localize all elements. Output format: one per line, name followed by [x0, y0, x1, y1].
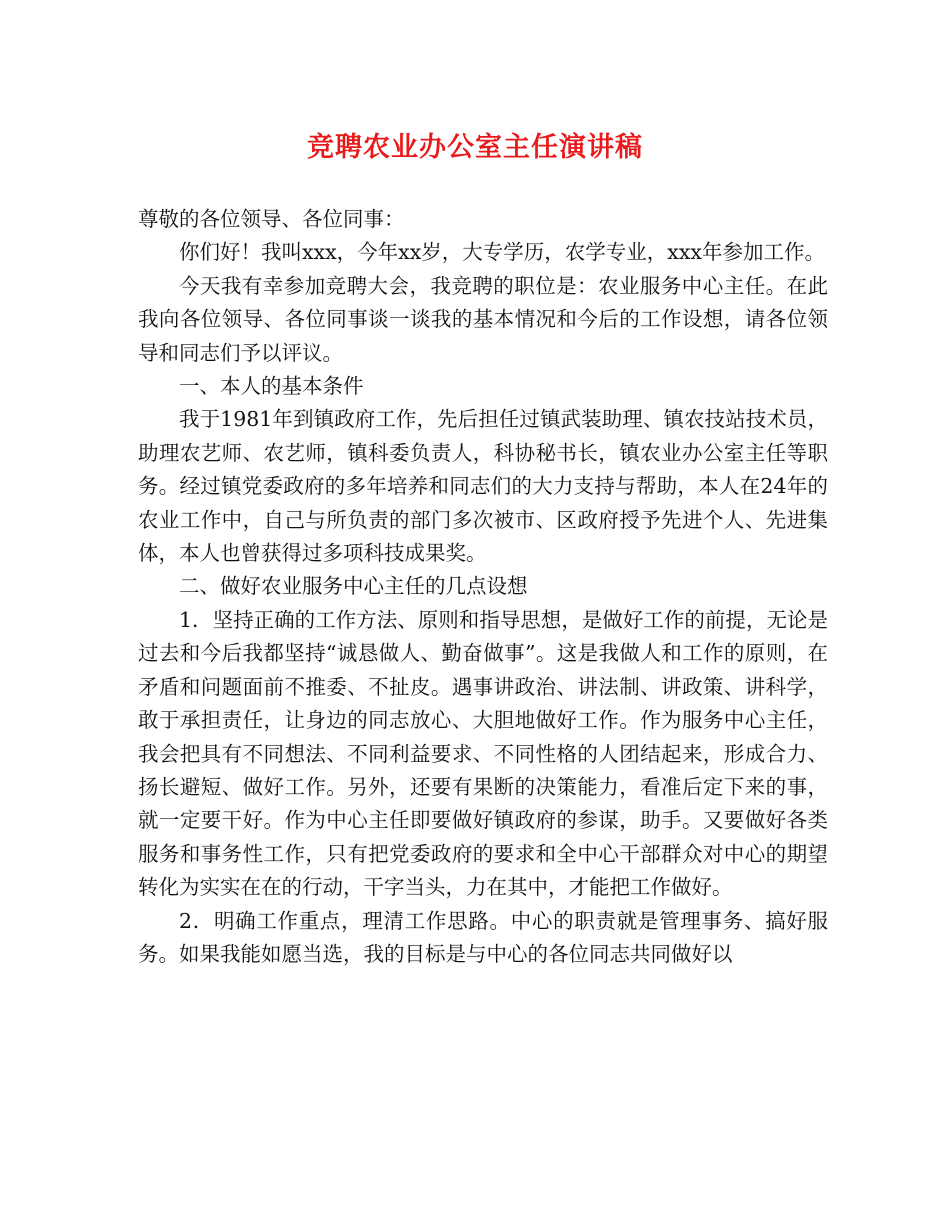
paragraph-plan-1: 1．坚持正确的工作方法、原则和指导思想，是做好工作的前提，无论是过去和今后我都坚持“诚恳做人、勤奋做事”。这是我做人和工作的原则，在矛盾和问题面前不推委、不扯皮。遇事讲政治、讲法制、讲政策、讲科学，敢于承担责任，让身边的同志放心、大胆地做好工作。作为服务中心主任，我会把具有不同想法、不同利益要求、不同性格的人团结起来，形成合力、扬长避短、做好工作。另外，还要有果断的决策能力，看准后定下来的事，就一定要干好。作为中心主任即要做好镇政府的参谋，助手。又要做好各类服务和事务性工作，只有把党委政府的要求和全中心干部群众对中心的期望转化为实实在在的行动，干字当头，力在其中，才能把工作做好。	[138, 607, 828, 900]
paragraph-greeting: 你们好！我叫xxx，今年xx岁，大专学历，农学专业，xxx年参加工作。	[179, 240, 825, 265]
section-heading-plans: 二、做好农业服务中心主任的几点设想	[179, 574, 528, 599]
section-heading-basic-conditions: 一、本人的基本条件	[179, 374, 364, 399]
document-body	[138, 203, 828, 971]
document-title: 竞聘农业办公室主任演讲稿	[307, 132, 643, 163]
paragraph-introduction: 今天我有幸参加竞聘大会，我竞聘的职位是：农业服务中心主任。在此我向各位领导、各位同事谈一谈我的基本情况和今后的工作设想，请各位领导和同志们予以评议。	[138, 273, 828, 365]
salutation: 尊敬的各位领导、各位同事：	[138, 207, 405, 231]
paragraph-plan-2: 2．明确工作重点，理清工作思路。中心的职责就是管理事务、搞好服务。如果我能如愿当选，我的目标是与中心的各位同志共同做好以	[138, 908, 828, 966]
paragraph-work-history: 我于1981年到镇政府工作，先后担任过镇武装助理、镇农技站技术员，助理农艺师、农艺师，镇科委负责人，科协秘书长，镇农业办公室主任等职务。经过镇党委政府的多年培养和同志们的大力支持与帮助，本人在24年的农业工作中，自己与所负责的部门多次被市、区政府授予先进个人、先进集体，本人也曾获得过多项科技成果奖。	[138, 407, 828, 566]
